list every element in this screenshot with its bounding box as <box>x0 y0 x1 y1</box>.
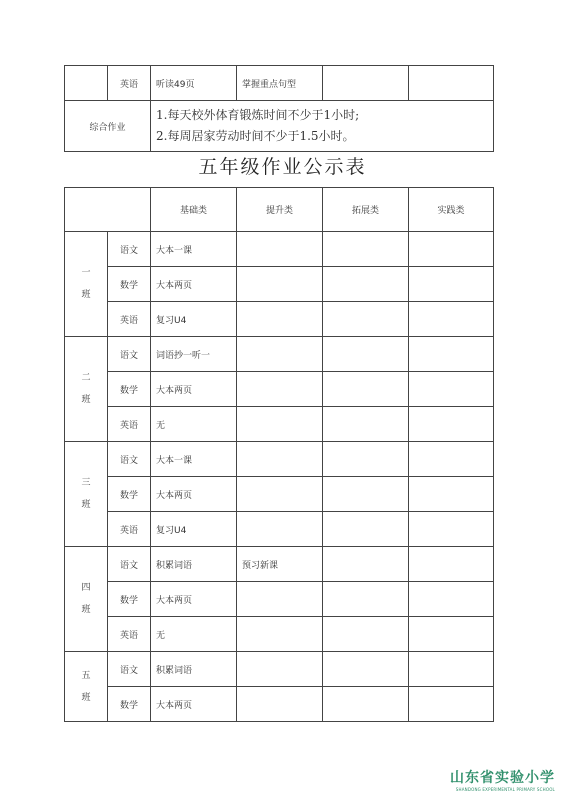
subject-cell: 数学 <box>108 582 151 617</box>
basic-cell: 积累词语 <box>151 652 237 687</box>
basic-cell: 听读49页 <box>151 66 237 101</box>
improve-cell <box>237 372 323 407</box>
table-row <box>65 477 494 512</box>
table-row <box>65 232 494 267</box>
table-row <box>65 687 494 722</box>
school-logo <box>450 767 555 792</box>
table-header-row <box>65 188 494 232</box>
class-name: 三 <box>81 478 91 488</box>
practice-cell <box>409 267 494 302</box>
comprehensive-line-2: 2.每周居家劳动时间不少于1.5小时。 <box>156 129 355 143</box>
table-row <box>65 337 494 372</box>
subject-cell: 英语 <box>108 407 151 442</box>
extend-cell <box>323 267 409 302</box>
page-title: 五年级作业公示表 <box>198 156 367 178</box>
class-label <box>65 547 108 652</box>
practice-cell <box>409 302 494 337</box>
basic-cell: 无 <box>151 407 237 442</box>
improve-cell <box>237 337 323 372</box>
table-row <box>65 512 494 547</box>
practice-cell <box>409 442 494 477</box>
basic-cell: 积累词语 <box>151 547 237 582</box>
improve-cell: 预习新课 <box>237 547 323 582</box>
class-name: 五 <box>81 670 91 681</box>
subject-cell: 英语 <box>108 617 151 652</box>
improve-cell <box>237 617 323 652</box>
class-name: 四 <box>81 583 91 593</box>
basic-cell: 复习U4 <box>151 302 237 337</box>
subject-cell: 语文 <box>108 442 151 477</box>
basic-cell: 复习U4 <box>151 512 237 547</box>
practice-cell <box>409 477 494 512</box>
improve-cell <box>237 477 323 512</box>
basic-cell: 大本一课 <box>151 232 237 267</box>
school-logo-name: 山东省实验小学 <box>450 770 555 786</box>
subject-cell: 英语 <box>108 66 151 101</box>
subject-cell: 语文 <box>108 652 151 687</box>
class-name: 一 <box>81 268 91 278</box>
practice-cell <box>409 337 494 372</box>
table-row <box>65 617 494 652</box>
class-suffix: 班 <box>81 395 91 405</box>
empty-cell <box>65 66 108 101</box>
table-row <box>65 547 494 582</box>
practice-cell <box>409 372 494 407</box>
extend-cell <box>323 512 409 547</box>
class-label <box>65 337 108 442</box>
practice-cell <box>409 687 494 722</box>
practice-cell <box>409 652 494 687</box>
improve-cell <box>237 302 323 337</box>
subject-cell: 语文 <box>108 337 151 372</box>
header-improve: 提升类 <box>237 188 323 232</box>
comprehensive-content <box>151 101 494 152</box>
table-row <box>65 652 494 687</box>
subject-cell: 语文 <box>108 232 151 267</box>
extend-cell <box>323 337 409 372</box>
comprehensive-line-1: 1.每天校外体育锻炼时间不少于1小时; <box>156 108 360 122</box>
practice-cell <box>409 407 494 442</box>
school-logo-english: SHANDONG EXPERIMENTAL PRIMARY SCHOOL <box>455 787 555 792</box>
table-row <box>65 407 494 442</box>
basic-cell: 无 <box>151 617 237 652</box>
basic-cell: 大本两页 <box>151 372 237 407</box>
subject-cell: 数学 <box>108 477 151 512</box>
improve-cell <box>237 687 323 722</box>
basic-cell: 词语抄一听一 <box>151 337 237 372</box>
extend-cell <box>323 66 409 101</box>
comprehensive-label: 综合作业 <box>65 101 151 152</box>
basic-cell: 大本两页 <box>151 477 237 512</box>
subject-cell: 数学 <box>108 687 151 722</box>
improve-cell <box>237 512 323 547</box>
table-row <box>65 302 494 337</box>
class-label <box>65 442 108 547</box>
subject-cell: 数学 <box>108 267 151 302</box>
practice-cell <box>409 547 494 582</box>
previous-grade-table-fragment <box>64 65 494 152</box>
class-suffix: 班 <box>81 500 91 510</box>
table-row <box>65 582 494 617</box>
extend-cell <box>323 302 409 337</box>
extend-cell <box>323 372 409 407</box>
practice-cell <box>409 512 494 547</box>
extend-cell <box>323 407 409 442</box>
table-row <box>65 66 494 101</box>
improve-cell <box>237 407 323 442</box>
extend-cell <box>323 652 409 687</box>
subject-cell: 英语 <box>108 512 151 547</box>
extend-cell <box>323 617 409 652</box>
header-empty-cell <box>65 188 151 232</box>
table-row <box>65 372 494 407</box>
practice-cell <box>409 66 494 101</box>
header-basic: 基础类 <box>151 188 237 232</box>
improve-cell: 掌握重点句型 <box>237 66 323 101</box>
class-suffix: 班 <box>81 290 91 300</box>
class-name: 二 <box>81 373 91 383</box>
table-row <box>65 101 494 152</box>
extend-cell <box>323 232 409 267</box>
improve-cell <box>237 582 323 617</box>
improve-cell <box>237 442 323 477</box>
extend-cell <box>323 687 409 722</box>
class-suffix: 班 <box>81 605 91 615</box>
subject-cell: 英语 <box>108 302 151 337</box>
extend-cell <box>323 477 409 512</box>
header-extend: 拓展类 <box>323 188 409 232</box>
improve-cell <box>237 232 323 267</box>
table-row <box>65 267 494 302</box>
basic-cell: 大本两页 <box>151 267 237 302</box>
practice-cell <box>409 617 494 652</box>
class-label <box>65 652 108 722</box>
improve-cell <box>237 267 323 302</box>
basic-cell: 大本两页 <box>151 687 237 722</box>
table-row <box>65 442 494 477</box>
header-practice: 实践类 <box>409 188 494 232</box>
subject-cell: 数学 <box>108 372 151 407</box>
practice-cell <box>409 582 494 617</box>
class-label <box>65 232 108 337</box>
basic-cell: 大本两页 <box>151 582 237 617</box>
improve-cell <box>237 652 323 687</box>
extend-cell <box>323 582 409 617</box>
practice-cell <box>409 232 494 267</box>
class-suffix: 班 <box>81 692 91 703</box>
subject-cell: 语文 <box>108 547 151 582</box>
extend-cell <box>323 547 409 582</box>
basic-cell: 大本一课 <box>151 442 237 477</box>
extend-cell <box>323 442 409 477</box>
homework-table <box>64 187 494 722</box>
